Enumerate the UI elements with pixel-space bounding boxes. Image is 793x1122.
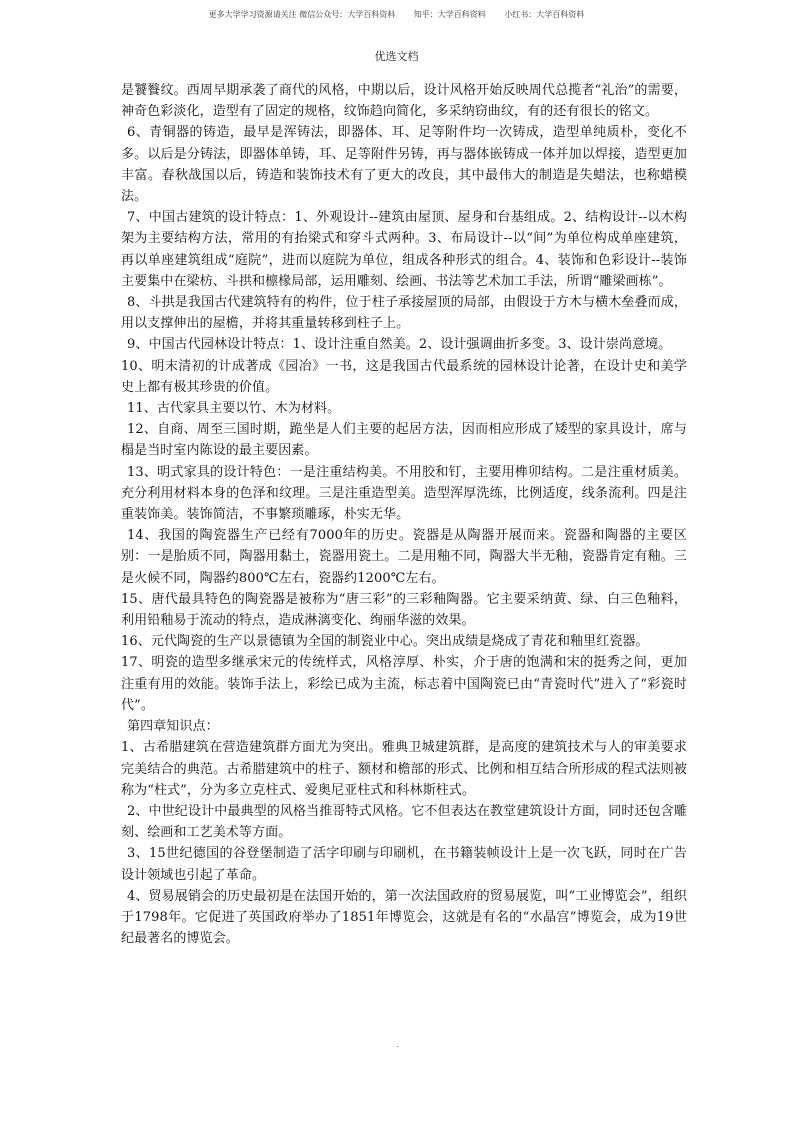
paragraph: 10、明末清初的计成著成《园冶》一书，这是我国古代最系统的园林设计论著，在设计史和美学史上都有极其珍贵的价值。	[121, 358, 687, 395]
paragraph: 11、古代家具主要以竹、木为材料。	[127, 401, 341, 417]
paragraph: 2、中世纪设计中最典型的风格当推哥特式风格。它不但表达在教堂建筑设计方面，同时还包含雕刻、绘画和工艺美术等方面。	[121, 803, 687, 841]
paragraph: 16、元代陶瓷的生产以景德镇为全国的制瓷业中心。突出成绩是烧成了青花和釉里红瓷器。	[121, 634, 649, 650]
paragraph: 8、斗拱是我国古代建筑特有的构件，位于柱子承接屋顶的局部，由假设于方木与横木垒叠而成，用以支撑伸出的屋檐，并将其重量转移到柱子上。	[121, 295, 687, 332]
section-heading: 第四章知识点：	[127, 719, 219, 735]
paragraph: 7、中国古建筑的设计特点：1、外观设计--建筑由屋顶、屋身和台基组成。2、结构设计--以木构架为主要结构方法，常用的有抬梁式和穿斗式两种。3、布局设计--以“间”为单位构成单座建筑，再以单座建筑组成“庭院”，进而以庭院为单位，组成各种形式的组合。4、装饰和色彩设计--装饰主要集中在梁枋、斗拱和檩椽局部，运用雕刻、绘画、书法等艺术加工手法，所谓“雕梁画栋”。	[121, 210, 687, 289]
paragraph: 12、自商、周至三国时期，跪坐是人们主要的起居方法，因而相应形成了矮型的家具设计，席与榻是当时室内陈设的最主要因素。	[121, 422, 687, 459]
page-header	[0, 9, 793, 20]
paragraph: 13、明式家具的设计特色：一是注重结构美。不用胶和钉，主要用榫卯结构。二是注重材质美。充分利用材料本身的色泽和纹理。三是注重造型美。造型浑厚洗练，比例适度，线条流利。四是注重装饰美。装饰简洁，不事繁琐雕琢，朴实无华。	[121, 464, 687, 523]
content-body	[121, 80, 687, 949]
paragraph: 4、贸易展销会的历史最初是在法国开始的，第一次法国政府的贸易展览，叫“工业博览会”，组织于1798年。它促进了英国政府举办了1851年博览会，这就是有名的“水晶宫”博览会，成为19世纪最著名的博览会。	[121, 888, 687, 947]
header-xiaohongshu: 小红书：大学百科资料	[504, 10, 585, 19]
paragraph: 9、中国古代园林设计特点：1、设计注重自然美。2、设计强调曲折多变。3、设计崇尚意境。	[127, 337, 672, 353]
header-wechat: 更多大学学习资源请关注 微信公众号：大学百科资料	[208, 10, 396, 19]
paragraph: 1、古希腊建筑在营造建筑群方面尤为突出。雅典卫城建筑群，是高度的建筑技术与人的审美要求完美结合的典范。古希腊建筑中的柱子、额材和檐部的形式、比例和相互结合所形成的程式法则被称为“柱式”，分为多立克柱式、爱奥尼亚柱式和科林斯柱式。	[121, 740, 687, 798]
paragraph: 15、唐代最具特色的陶瓷器是被称为“唐三彩”的三彩釉陶器。它主要采纳黄、绿、白三色釉料，利用铅釉易于流动的特点，造成淋漓变化、绚丽华滋的效果。	[121, 591, 687, 629]
paragraph: 6、青铜器的铸造，最早是浑铸法，即器体、耳、足等附件均一次铸成，造型单纯质朴，变化不多。以后是分铸法，即器体单铸，耳、足等附件另铸，再与器体嵌铸成一体并加以焊接，造型更加丰富。春秋战国以后，铸造和装饰技术有了更大的改良，其中最伟大的制造是失蜡法，也称蜡模法。	[121, 125, 687, 205]
paragraph: 17、明瓷的造型多继承宋元的传统样式，风格淳厚、朴实，介于唐的饱满和宋的挺秀之间，更加注重有用的效能。装饰手法上，彩绘已成为主流，标志着中国陶瓷已由“青瓷时代”进入了“彩瓷时代”。	[121, 655, 687, 713]
paragraph: 是饕餮纹。西周早期承袭了商代的风格，中期以后，设计风格开始反映周代总揽者“礼治”的需要，神奇色彩淡化，造型有了固定的规格，纹饰趋向简化，多采纳窃曲纹，有的还有很长的铭文。	[121, 83, 687, 120]
paragraph: 14、我国的陶瓷器生产已经有7000年的历史。瓷器是从陶器开展而来。瓷器和陶器的主要区别：一是胎质不同，陶器用黏土，瓷器用瓷土。二是用釉不同，陶器大半无釉，瓷器肯定有釉。三是火候不同，陶器约800℃左右，瓷器约1200℃左右。	[121, 528, 687, 586]
footer-mark: .	[396, 1040, 399, 1049]
paragraph: 3、15世纪德国的谷登堡制造了活字印刷与印刷机，在书籍装帧设计上是一次飞跃，同时在广告设计领域也引起了革命。	[121, 846, 687, 883]
header-zhihu: 知乎：大学百科资料	[413, 10, 486, 19]
doc-title: 优选文档	[374, 50, 419, 63]
